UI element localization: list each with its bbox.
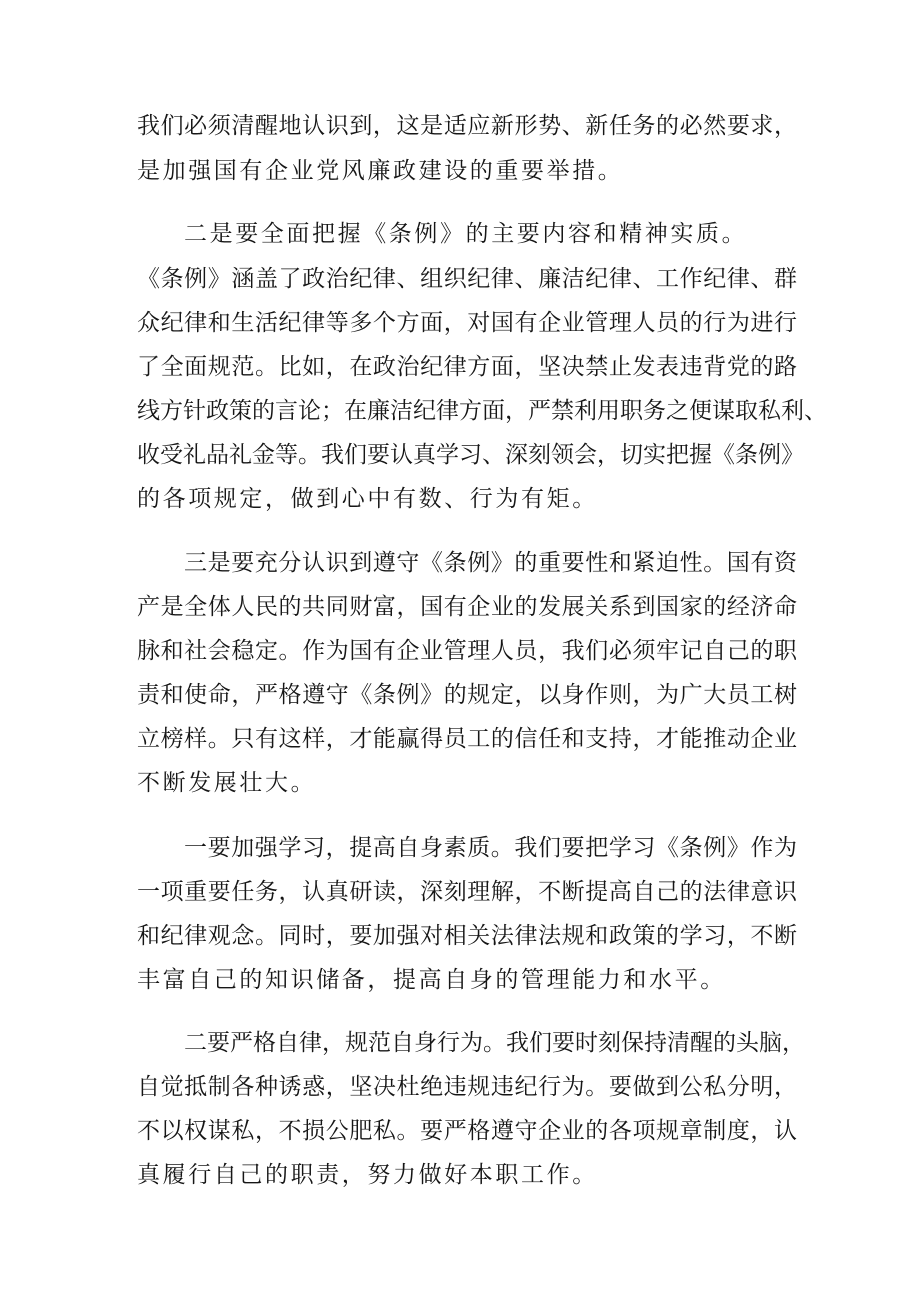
paragraph-2-line-7: 的各项规定，做到心中有数、行为有矩。 xyxy=(137,486,598,512)
paragraph-2-line-5: 线方针政策的言论；在廉洁纪律方面，严禁利用职务之便谋取私利、 xyxy=(137,398,827,424)
paragraph-2-line-3: 众纪律和生活纪律等多个方面，对国有企业管理人员的行为进行 xyxy=(137,310,797,336)
paragraph-2-line-1: 二是要全面把握《条例》的主要内容和精神实质。 xyxy=(184,221,748,247)
paragraph-3-line-4: 责和使命，严格遵守《条例》的规定，以身作则，为广大员工树 xyxy=(137,682,797,708)
paragraph-3-line-5: 立榜样。只有这样，才能赢得员工的信任和支持，才能推动企业 xyxy=(137,726,797,752)
paragraph-2-line-6: 收受礼品礼金等。我们要认真学习、深刻领会，切实把握《条例》 xyxy=(137,442,804,468)
paragraph-5-line-1: 二要严格自律，规范自身行为。我们要时刻保持清醒的头脑， xyxy=(184,1030,805,1056)
paragraph-3-line-3: 脉和社会稳定。作为国有企业管理人员，我们必须牢记自己的职 xyxy=(137,638,797,664)
paragraph-4-line-2: 一项重要任务，认真研读，深刻理解，不断提高自己的法律意识 xyxy=(137,879,797,905)
paragraph-4-line-4: 丰富自己的知识储备，提高自身的管理能力和水平。 xyxy=(137,967,726,993)
paragraph-1-line-2: 是加强国有企业党风廉政建设的重要举措。 xyxy=(137,158,624,184)
paragraph-4-line-1: 一要加强学习，提高自身素质。我们要把学习《条例》作为 xyxy=(184,835,797,861)
paragraph-3-line-2: 产是全体人民的共同财富，国有企业的发展关系到国家的经济命 xyxy=(137,594,797,620)
paragraph-3-line-6: 不断发展壮大。 xyxy=(137,770,317,796)
paragraph-4-line-3: 和纪律观念。同时，要加强对相关法律法规和政策的学习，不断 xyxy=(137,923,797,949)
paragraph-2-line-4: 了全面规范。比如，在政治纪律方面，坚决禁止发表违背党的路 xyxy=(137,354,797,380)
paragraph-3-line-1: 三是要充分认识到遵守《条例》的重要性和紧迫性。国有资 xyxy=(184,550,797,576)
paragraph-2-line-2: 《条例》涵盖了政治纪律、组织纪律、廉洁纪律、工作纪律、群 xyxy=(137,266,797,292)
paragraph-5-line-3: 不以权谋私，不损公肥私。要严格遵守企业的各项规章制度，认 xyxy=(137,1118,797,1144)
paragraph-1-line-1: 我们必须清醒地认识到，这是适应新形势、新任务的必然要求， xyxy=(137,113,797,139)
paragraph-5-line-2: 自觉抵制各种诱惑，坚决杜绝违规违纪行为。要做到公私分明， xyxy=(137,1074,797,1100)
paragraph-5-line-4: 真履行自己的职责，努力做好本职工作。 xyxy=(137,1162,598,1188)
